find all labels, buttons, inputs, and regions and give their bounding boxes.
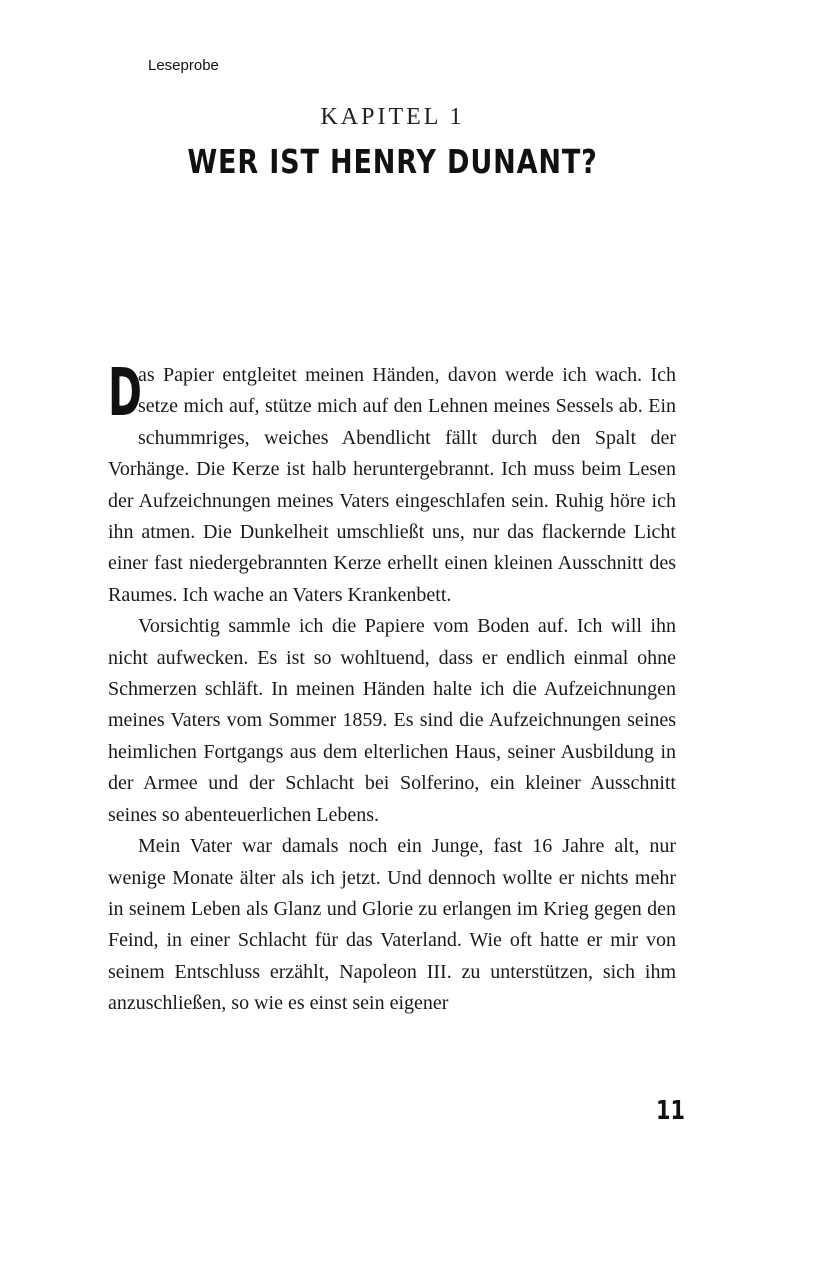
chapter-title: WER IST HENRY DUNANT? — [187, 142, 598, 181]
paragraph — [108, 354, 676, 611]
chapter-number: KAPITEL 1 — [320, 104, 465, 130]
paragraph: Vorsichtig sammle ich die Papiere vom Boden auf. Ich will ihn nicht aufwecken. Es ist so wohltuend, dass er endlich einmal ohne Schmerzen schläft. In meinen Händen halte ich die Aufzeichnungen meines Vaters vom Sommer 1859. Es sind die Aufzeichnungen seines heimlichen Fortgangs aus dem elterlichen Haus, seiner Ausbildung in der Armee und der Schlacht bei Solferino, ein kleiner Ausschnitt seines so abenteuerlichen Lebens. — [108, 615, 676, 826]
excerpt-label: Leseprobe — [148, 57, 219, 74]
paragraph: Mein Vater war damals noch ein Junge, fast 16 Jahre alt, nur wenige Monate älter als ich jetzt. Und dennoch wollte er nichts mehr in seinem Leben als Glanz und Glorie zu erlangen im Krieg gegen den Feind, in einer Schlacht für das Vaterland. Wie oft hatte er mir von seinem Entschluss erzählt, Napoleon III. zu unterstützen, sich ihm anzuschließen, so wie es einst sein eigener — [108, 835, 676, 1015]
paragraph-text: as Papier entgleitet meinen Händen, davon werde ich wach. Ich setze mich auf, stütze mich auf den Lehnen meines Sessels ab. Ein schummriges, weiches Abendlicht fällt durch den Spalt der Vorhänge. Die Kerze ist halb heruntergebrannt. Ich muss beim Lesen der Aufzeichnungen meines Vaters eingeschlafen sein. Ruhig höre ich ihn atmen. Die Dunkelheit umschließt uns, nur das flackernde Licht einer fast niedergebrannten Kerze erhellt einen kleinen Ausschnitt des Raumes. Ich wache an Vaters Krankenbett. — [108, 364, 676, 606]
drop-cap: D — [108, 354, 142, 431]
page-number: 11 — [656, 1096, 685, 1126]
body-text — [108, 354, 676, 1020]
